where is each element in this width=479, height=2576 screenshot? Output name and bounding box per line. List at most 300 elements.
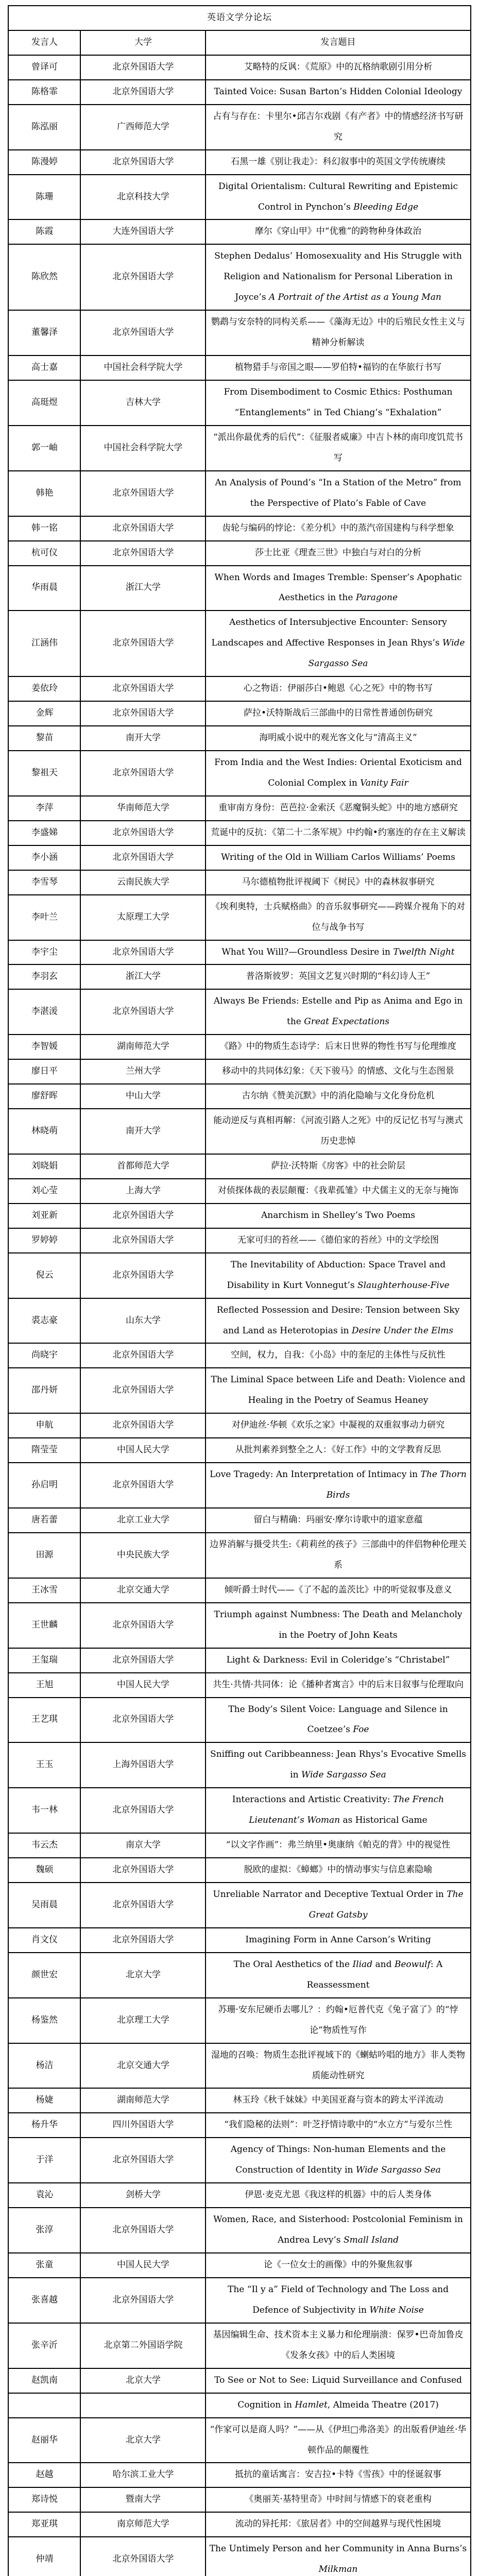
title-cell (206, 1413, 470, 1438)
title-segment: 空间，权力，自我：《小岛》中的奎尼的主体性与反抗性 (231, 1350, 446, 1361)
title-segment: Love Tragedy: An Interpretation of Intimacy in (210, 1469, 421, 1480)
speaker-cell: 郭一岫 (8, 426, 80, 471)
speaker-cell: 倪云 (8, 1253, 80, 1298)
title-cell (206, 1648, 470, 1673)
university-cell: 浙江大学 (80, 964, 206, 989)
title-cell (206, 845, 470, 870)
title-segment-italic: White Noise (369, 2304, 424, 2315)
title-segment: Anarchism in Shelley’s Two Poems (261, 1210, 415, 1221)
table-row (8, 355, 470, 380)
title-segment: What You Will?—Groundless Desire in (221, 946, 394, 957)
table-row (8, 1833, 470, 1858)
table-row (8, 895, 470, 940)
table-row (8, 2463, 470, 2487)
title-segment: Triumph against Numbness: The Death and Melancholy in the Poetry of John Keats (214, 1609, 463, 1640)
title-cell (206, 150, 470, 175)
university-cell: 北京外国语大学 (80, 541, 206, 566)
university-cell: 北京外国语大学 (80, 1463, 206, 1508)
title-segment: Reflected Possession and Desire: Tension between Sky and Land as Heterotopias in (216, 1304, 460, 1336)
title-cell (206, 105, 470, 150)
table-row (8, 2487, 470, 2512)
title-segment: Light & Darkness: Evil in Coleridge’s “Christabel” (226, 1654, 450, 1665)
title-cell (206, 1204, 470, 1228)
title-cell (206, 895, 470, 940)
university-cell: 北京外国语大学 (80, 751, 206, 796)
title-segment: Always Be Friends: Estelle and Pip as Anima and Ego in the (213, 996, 463, 1027)
table-row (8, 2183, 470, 2208)
title-segment: 共生·共情·共同体：论《播种者寓言》中的后末日叙事与伦理取向 (213, 1679, 464, 1690)
speaker-cell: 黎苗 (8, 726, 80, 751)
university-cell: 吉林大学 (80, 380, 206, 426)
table-row (8, 1788, 470, 1833)
speaker-cell: 申航 (8, 1413, 80, 1438)
university-cell: 北京理工大学 (80, 1998, 206, 2043)
table-row (8, 1438, 470, 1463)
title-segment: “我们隐秘的法则”：叶芝抒情诗歌中的“水立方”与爱尔兰性 (224, 2120, 452, 2130)
speaker-cell: 姜依玲 (8, 676, 80, 701)
university-cell: 南京师范大学 (80, 2512, 206, 2537)
title-segment: 流动的异托邦：《旅居者》中的空间越界与现代性困境 (235, 2519, 441, 2530)
speaker-cell: 韩一铭 (8, 516, 80, 541)
title-cell (206, 2278, 470, 2323)
title-cell (206, 611, 470, 676)
table-row (8, 566, 470, 611)
title-segment: 重审南方身份：芭芭拉·金索沃《恶魔铜头蛇》中的地方感研究 (218, 802, 458, 813)
university-cell: 北京大学 (80, 1953, 206, 1998)
title-segment: 艾略特的反讽：《荒原》中的瓦格纳歌剧引用分析 (244, 61, 433, 72)
speaker-cell: 高士嘉 (8, 355, 80, 380)
speaker-cell: 邵丹妍 (8, 1368, 80, 1413)
table-row (8, 964, 470, 989)
title-cell (206, 796, 470, 821)
table-row (8, 1343, 470, 1368)
title-segment: 海明威小说中的观光客文化与“清高主义” (259, 733, 417, 743)
table-row (8, 1084, 470, 1109)
speaker-cell: 李萍 (8, 796, 80, 821)
university-cell: 中国社会科学院大学 (80, 426, 206, 471)
speaker-cell: 高珽煜 (8, 380, 80, 426)
university-cell: 中央民族大学 (80, 1533, 206, 1578)
title-cell (206, 821, 470, 845)
title-segment: 移动中的共同体幻象：《天下骏马》的情感、文化与生态图景 (222, 1066, 454, 1077)
title-segment: 苏珊·安东尼硬币去哪儿？：约翰•厄普代克《兔子富了》的“悖论”物质性写作 (218, 2004, 458, 2036)
title-cell (206, 940, 470, 965)
table-row (8, 150, 470, 175)
title-cell (206, 355, 470, 380)
table-row (8, 2278, 470, 2323)
university-cell: 北京外国语大学 (80, 1698, 206, 1743)
table-row (8, 940, 470, 965)
speaker-cell: 孙启明 (8, 1463, 80, 1508)
title-segment: The Untimely Person and her Community in Anna Burns’s (209, 2544, 467, 2554)
title-segment: as Historical Game (340, 1815, 427, 1826)
speaker-cell: 曾译可 (8, 55, 80, 80)
title-segment-italic: Iliad (352, 1959, 373, 1970)
title-cell (206, 175, 470, 220)
university-cell: 南开大学 (80, 726, 206, 751)
title-segment: 石黑一雄《别让我走》：科幻叙事中的英国文学传统赓续 (231, 156, 446, 167)
speaker-cell: 王玺瑞 (8, 1648, 80, 1673)
title-cell (206, 219, 470, 244)
title-cell (206, 2208, 470, 2253)
table-row (8, 1603, 470, 1648)
title-cell (206, 1858, 470, 1883)
university-cell: 北京外国语大学 (80, 845, 206, 870)
table-row (8, 2208, 470, 2253)
title-segment: Unreliable Narrator and Deceptive Textual Order in (213, 1889, 447, 1900)
title-cell (206, 701, 470, 726)
speaker-cell: 刘亚新 (8, 1204, 80, 1228)
table-row (8, 1463, 470, 1508)
university-cell: 北京大学 (80, 2418, 206, 2463)
table-row (8, 1953, 470, 1998)
speaker-cell: 李羽玄 (8, 964, 80, 989)
university-cell: 南开大学 (80, 1109, 206, 1154)
speaker-cell: 于洋 (8, 2138, 80, 2183)
speaker-cell: 颜世宏 (8, 1953, 80, 1998)
table-row (8, 2537, 470, 2576)
speaker-cell: 韦云杰 (8, 1833, 80, 1858)
title-cell (206, 1179, 470, 1204)
title-segment-italic: Great Expectations (304, 1016, 389, 1027)
table-row (8, 701, 470, 726)
title-segment: 萨拉•沃特斯战后三部曲中的日常性普通创伤研究 (243, 708, 433, 719)
table-row (8, 2253, 470, 2278)
title-segment: The Body’s Silent Voice: Language and Silence in Coetzee’s (228, 1704, 448, 1735)
university-cell: 北京外国语大学 (80, 80, 206, 105)
university-cell: 北京外国语大学 (80, 1204, 206, 1228)
speaker-cell: 张辛沂 (8, 2323, 80, 2368)
title-cell (206, 1533, 470, 1578)
title-segment: , Almeida Theatre (2017) (327, 2399, 439, 2410)
speaker-cell: 裘志豪 (8, 1298, 80, 1344)
university-cell: 北京外国语大学 (80, 244, 206, 310)
title-segment: 留白与精确：玛丽安·摩尔诗歌中的道家意蕴 (253, 1515, 423, 1525)
table-row (8, 1928, 470, 1953)
title-cell (206, 989, 470, 1035)
table-row (8, 1533, 470, 1578)
title-segment: Digital Orientalism: Cultural Rewriting and Epistemic Control in Pynchon’s (218, 181, 458, 212)
title-cell (206, 426, 470, 471)
university-cell: 湖南师范大学 (80, 2088, 206, 2113)
table-row (8, 1648, 470, 1673)
title-segment: 湿地的召唤：物质生态批评视域下的《蝲蛄吟唱的地方》非人类物质能动性研究 (211, 2049, 465, 2081)
university-cell: 北京外国语大学 (80, 2208, 206, 2253)
table-row (8, 1109, 470, 1154)
title-segment: 无家可归的苔丝——《德伯家的苔丝》中的文学绘图 (237, 1234, 439, 1245)
title-segment: 莎士比亚《理查三世》中独白与对白的分析 (255, 547, 421, 558)
university-cell: 北京外国语大学 (80, 2138, 206, 2183)
speaker-cell: 隋莹莹 (8, 1438, 80, 1463)
title-cell (206, 964, 470, 989)
speaker-cell: 肖文仪 (8, 1928, 80, 1953)
speaker-cell: 张喜越 (8, 2278, 80, 2323)
speaker-cell: 李宇尘 (8, 940, 80, 965)
title-segment: From India and the West Indies: Oriental Exoticism and Colonial Complex in (214, 757, 462, 788)
title-segment: 从批判素养到整全之人：《好工作》中的文学教育反思 (235, 1445, 441, 1455)
title-cell (206, 2088, 470, 2113)
title-segment-italic: Bleeding Edge (353, 201, 419, 212)
title-cell (206, 80, 470, 105)
speaker-cell: 江涵伟 (8, 611, 80, 676)
column-header-university: 大学 (80, 30, 206, 55)
title-cell (206, 1928, 470, 1953)
table-row (8, 1508, 470, 1533)
table-row (8, 426, 470, 471)
university-cell: 兰州大学 (80, 1059, 206, 1084)
university-cell: 华南师范大学 (80, 796, 206, 821)
university-cell: 暨南大学 (80, 2487, 206, 2512)
title-segment: 占有与存在：卡里尔•邱吉尔戏剧《有产者》中的情感经济书写研究 (213, 111, 464, 142)
title-cell (206, 1228, 470, 1253)
university-cell: 北京外国语大学 (80, 1788, 206, 1833)
title-segment-italic: The Thorn Birds (326, 1469, 467, 1501)
title-segment: When Words and Images Tremble: Spenser’s Apophatic Aesthetics in the (214, 572, 462, 603)
table-row (8, 2113, 470, 2138)
university-cell: 北京外国语大学 (80, 1368, 206, 1413)
table-row (8, 310, 470, 355)
university-cell: 北京外国语大学 (80, 1648, 206, 1673)
speaker-cell: 王世麟 (8, 1603, 80, 1648)
title-cell (206, 1463, 470, 1508)
speaker-cell: 陈漫婷 (8, 150, 80, 175)
speaker-cell: 王玉 (8, 1742, 80, 1788)
title-cell (206, 870, 470, 895)
speaker-cell: 王旭 (8, 1673, 80, 1698)
speaker-cell: 杨婕 (8, 2088, 80, 2113)
forum-table (8, 5, 471, 2576)
table-row (8, 796, 470, 821)
title-cell (206, 1953, 470, 1998)
title-cell (206, 1578, 470, 1603)
table-row (8, 541, 470, 566)
title-segment: 齿轮与编码的悖论：《差分机》中的蒸汽帝国建构与科学想象 (222, 522, 454, 533)
speaker-cell: 李叶兰 (8, 895, 80, 940)
table-row (8, 1179, 470, 1204)
university-cell: 北京外国语大学 (80, 2278, 206, 2323)
university-cell: 北京外国语大学 (80, 471, 206, 516)
title-segment: Aesthetics of Intersubjective Encounter: Sensory Landscapes and Affective Responses in Jean Rhys’s (211, 617, 447, 649)
university-cell: 浙江大学 (80, 566, 206, 611)
table-row (8, 1298, 470, 1344)
title-segment: “以文字作画”：弗兰纳里•奥康纳《帕克的背》中的视觉性 (226, 1840, 451, 1851)
title-cell (206, 541, 470, 566)
speaker-cell: 张淳 (8, 2208, 80, 2253)
title-cell (206, 1508, 470, 1533)
table-row (8, 726, 470, 751)
title-segment: 抵抗的童话寓言：安吉拉•卡特《雪孩》中的怪诞叙事 (234, 2469, 442, 2480)
table-title-row (8, 6, 470, 30)
title-segment: 林玉玲《秋千妹妹》中美国亚裔与资本的跨太平洋流动 (233, 2095, 443, 2106)
title-segment: 摩尔《穿山甲》中“优雅”的跨物种身体政治 (254, 226, 422, 237)
speaker-cell: 罗婷婷 (8, 1228, 80, 1253)
speaker-cell: 张童 (8, 2253, 80, 2278)
university-cell: 北京外国语大学 (80, 310, 206, 355)
speaker-cell: 赵丽华 (8, 2418, 80, 2463)
speaker-cell: 李小涵 (8, 845, 80, 870)
title-segment-italic: The Great Gatsby (309, 1889, 464, 1920)
title-cell (206, 380, 470, 426)
university-cell: 北京交通大学 (80, 1578, 206, 1603)
speaker-cell: 韦一林 (8, 1788, 80, 1833)
university-cell: 北京外国语大学 (80, 150, 206, 175)
speaker-cell: 袁沁 (8, 2183, 80, 2208)
table-row (8, 55, 470, 80)
university-cell: 北京外国语大学 (80, 55, 206, 80)
university-cell: 中国人民大学 (80, 1438, 206, 1463)
university-cell: 中国社会科学院大学 (80, 355, 206, 380)
title-cell (206, 2253, 470, 2278)
column-header-row (8, 30, 470, 55)
title-cell (206, 726, 470, 751)
title-cell (206, 2183, 470, 2208)
title-segment: Tainted Voice: Susan Barton’s Hidden Colonial Ideology (214, 86, 463, 97)
speaker-cell: 金辉 (8, 701, 80, 726)
speaker-cell: 李盛娣 (8, 821, 80, 845)
title-segment: and (372, 1959, 395, 1970)
title-segment: 《奥丽芙·基特里奇》中时间与情感下的衰老重构 (245, 2494, 432, 2505)
title-segment: The “Il y a” Field of Technology and The Loss and Defence of Subjectivity in (228, 2284, 449, 2315)
title-cell (206, 1833, 470, 1858)
speaker-cell: 李雪琴 (8, 870, 80, 895)
title-cell (206, 1603, 470, 1648)
title-cell (206, 1788, 470, 1833)
speaker-cell: 黎祖天 (8, 751, 80, 796)
table-row (8, 244, 470, 310)
title-cell (206, 2113, 470, 2138)
title-segment: 古尔纳《赞美沉默》中的消化隐喻与文化身份危机 (242, 1091, 435, 1101)
table-row (8, 80, 470, 105)
speaker-cell: 林晓萌 (8, 1109, 80, 1154)
speaker-cell: 田源 (8, 1533, 80, 1578)
table-row (8, 175, 470, 220)
table-row (8, 2512, 470, 2537)
title-segment-italic: Wide Sargasso Sea (308, 638, 465, 669)
title-segment-italic: Beowulf (394, 1959, 431, 1970)
university-cell: 山东大学 (80, 1298, 206, 1344)
title-cell (206, 244, 470, 310)
title-segment: : A Reassessment (306, 1959, 443, 1990)
university-cell: 北京外国语大学 (80, 611, 206, 676)
title-segment: The Liminal Space between Life and Death: Violence and Healing in the Poetry of Seamus Heaney (211, 1375, 466, 1406)
table-row (8, 2138, 470, 2183)
university-cell: 北京外国语大学 (80, 1413, 206, 1438)
speaker-cell: 刘晓娟 (8, 1154, 80, 1179)
title-segment: 基因编辑生命、技术资本主义暴力和伦理崩溃：保罗•巴奇加鲁皮《发条女孩》中的后人类困境 (213, 2329, 464, 2361)
speaker-cell: 唐若蕾 (8, 1508, 80, 1533)
university-cell: 太原理工大学 (80, 895, 206, 940)
university-cell: 首都师范大学 (80, 1154, 206, 1179)
speaker-cell: 李智媛 (8, 1035, 80, 1059)
title-segment: Stephen Dedalus’ Homosexuality and His Struggle with Religion and Nationalism for Personal Liberation in Joyce’s (214, 251, 462, 303)
university-cell: 中山大学 (80, 1084, 206, 1109)
title-segment: 边界消解与摄受共生:《莉莉丝的孩子》三部曲中的伴侣物种伦理关系 (210, 1539, 467, 1570)
title-segment: 脱欧的虚拟：《蟑螂》中的情动事实与信息素隐喻 (244, 1865, 433, 1875)
speaker-cell: 魏硕 (8, 1858, 80, 1883)
title-segment: To See or Not to See: Liquid Surveillance and Confused (214, 2375, 462, 2385)
university-cell: 四川外国语大学 (80, 2113, 206, 2138)
title-segment-italic: Vanity Fair (360, 777, 408, 788)
university-cell: 北京科技大学 (80, 175, 206, 220)
title-segment: Cognition in (237, 2399, 295, 2410)
title-cell (206, 1298, 470, 1344)
table-row (8, 1698, 470, 1743)
title-segment: 心之物语：伊丽莎白•鲍恩《心之死》中的物书写 (243, 683, 433, 694)
speaker-cell: 郑诗悦 (8, 2487, 80, 2512)
table-row (8, 2043, 470, 2089)
title-cell (206, 1035, 470, 1059)
title-cell (206, 1673, 470, 1698)
column-header-title: 发言题目 (206, 30, 470, 55)
table-row (8, 219, 470, 244)
title-cell (206, 2418, 470, 2463)
table-row (8, 1858, 470, 1883)
title-segment: 对侦探体裁的表层颠覆：《我辈孤雏》中犬儒主义的无奈与掩饰 (217, 1185, 459, 1196)
title-segment-italic: Small Island (343, 2235, 399, 2246)
title-cell (206, 676, 470, 701)
table-row (8, 1154, 470, 1179)
table-row (8, 471, 470, 516)
title-cell (206, 1084, 470, 1109)
university-cell: 北京外国语大学 (80, 940, 206, 965)
title-segment: 荒诞中的反抗：《第二十二条军规》中约翰•约塞连的存在主义解读 (211, 827, 466, 838)
university-cell: 北京外国语大学 (80, 1343, 206, 1368)
university-cell: 中国人民大学 (80, 2253, 206, 2278)
title-cell (206, 1698, 470, 1743)
title-segment-italic: Milkman (318, 2564, 358, 2575)
title-cell (206, 1368, 470, 1413)
university-cell: 南京大学 (80, 1833, 206, 1858)
table-row (8, 1059, 470, 1084)
university-cell: 北京外国语大学 (80, 1858, 206, 1883)
table-row (8, 380, 470, 426)
university-cell: 北京外国语大学 (80, 676, 206, 701)
speaker-cell: 陈珊 (8, 175, 80, 220)
title-cell (206, 751, 470, 796)
title-segment: Agency of Things: Non-human Elements and the Construction of Identity in (230, 2144, 446, 2176)
title-segment: 《埃利奥特，士兵赋格曲》的音乐叙事研究——跨媒介视角下的对位与战争书写 (211, 901, 465, 933)
university-cell: 北京外国语大学 (80, 1253, 206, 1298)
university-cell: 北京外国语大学 (80, 701, 206, 726)
title-segment: Interactions and Artistic Creativity: (232, 1794, 393, 1805)
speaker-cell: 陈霞 (8, 219, 80, 244)
table-row (8, 2418, 470, 2463)
title-segment-italic: Desire Under the Elms (351, 1325, 453, 1336)
title-segment: Sniffing out Caribbeanness: Jean Rhys’s Evocative Smells in (210, 1749, 467, 1781)
title-cell (206, 2323, 470, 2368)
university-cell: 北京交通大学 (80, 2043, 206, 2089)
title-segment-italic: Twelfth Night (393, 946, 455, 957)
title-segment: An Analysis of Pound’s “In a Station of the Metro” from the Perspective of Plato’s Fable of Cave (215, 477, 461, 509)
university-cell: 北京外国语大学 (80, 1603, 206, 1648)
title-cell (206, 1154, 470, 1179)
university-cell: 北京外国语大学 (80, 2537, 206, 2576)
speaker-cell: 廖舒晖 (8, 1084, 80, 1109)
university-cell: 北京外国语大学 (80, 1228, 206, 1253)
speaker-cell: 陈格霏 (8, 80, 80, 105)
title-cell (206, 2393, 470, 2418)
university-cell: 大连外国语大学 (80, 219, 206, 244)
title-segment: 对伊迪丝·华顿《欢乐之家》中凝视的双重叙事动力研究 (231, 1420, 445, 1431)
speaker-cell: 杨鉴然 (8, 1998, 80, 2043)
table-row (8, 516, 470, 541)
table-row (8, 1035, 470, 1059)
university-cell: 上海外国语大学 (80, 1742, 206, 1788)
university-cell: 哈尔滨工业大学 (80, 2463, 206, 2487)
table-row (8, 821, 470, 845)
table-row (8, 1578, 470, 1603)
university-cell: 湖南师范大学 (80, 1035, 206, 1059)
